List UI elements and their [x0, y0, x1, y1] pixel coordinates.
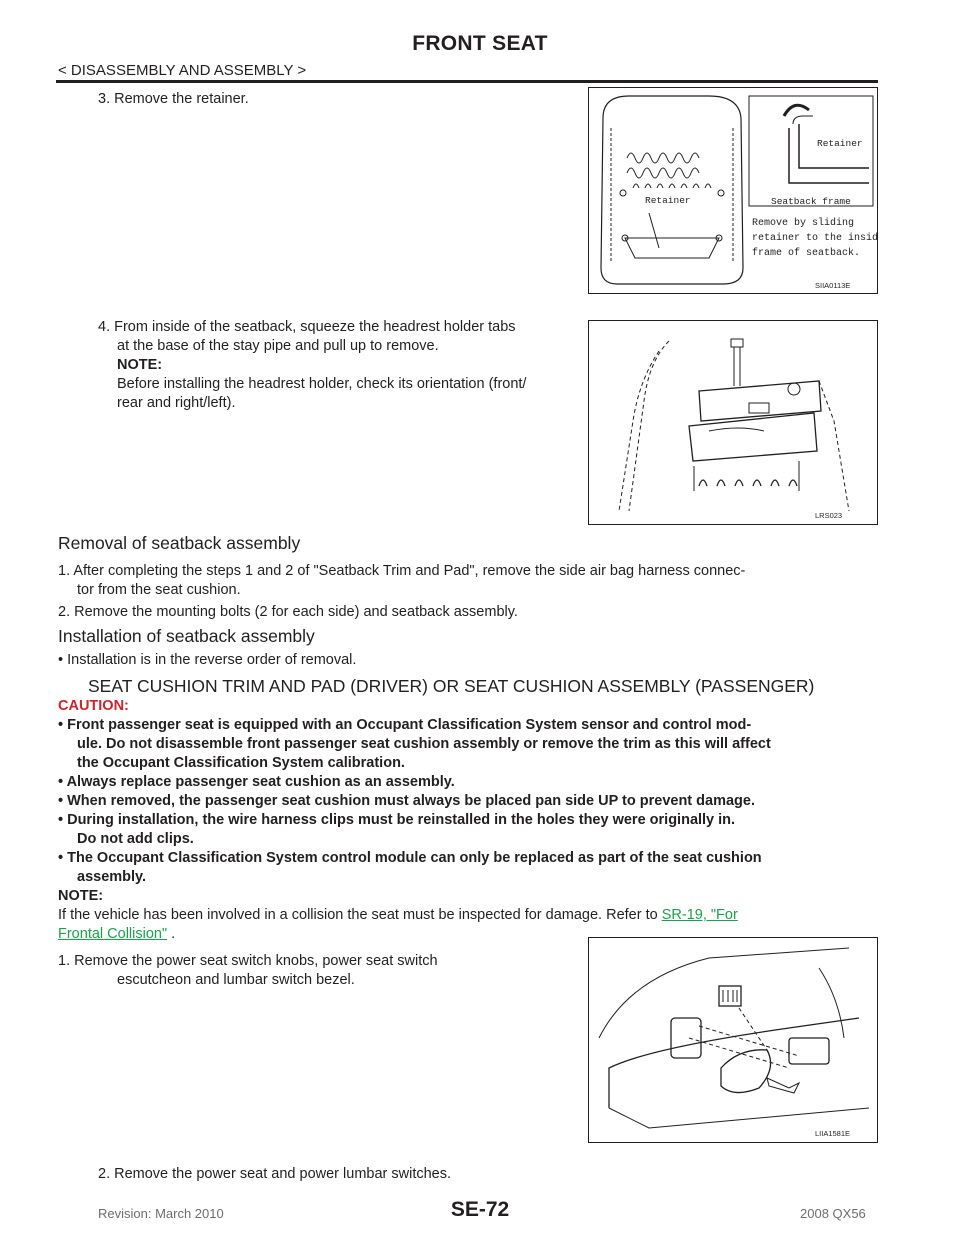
caution-3: • When removed, the passenger seat cushion must always be placed pan side UP to prevent damage. — [58, 793, 755, 809]
step-4-line-1: 4. From inside of the seatback, squeeze the headrest holder tabs — [98, 319, 516, 335]
header-rule — [56, 80, 878, 83]
revision-date: Revision: March 2010 — [98, 1206, 224, 1221]
removal-step-1-line-1: 1. After completing the steps 1 and 2 of "Seatback Trim and Pad", remove the side air bag harness connec- — [58, 563, 746, 579]
model-year: 2008 QX56 — [800, 1206, 866, 1221]
caution-4-line-2: Do not add clips. — [77, 831, 194, 847]
figure-headrest-holder — [588, 320, 878, 525]
caution-5-line-1: • The Occupant Classification System control module can only be replaced as part of the seat cushion — [58, 850, 762, 866]
removal-heading: Removal of seatback assembly — [58, 533, 301, 553]
caution-2: • Always replace passenger seat cushion as an assembly. — [58, 774, 455, 790]
headrest-holder-illustration — [589, 321, 877, 524]
power-seat-switch-illustration — [589, 938, 877, 1142]
removal-step-2: 2. Remove the mounting bolts (2 for each side) and seatback assembly. — [58, 604, 518, 620]
caution-1-line-1: • Front passenger seat is equipped with an Occupant Classification System sensor and control mod- — [58, 717, 752, 733]
caption-line-3: frame of seatback. — [752, 248, 861, 259]
step-4-line-2: at the base of the stay pipe and pull up to remove. — [117, 338, 439, 354]
cushion-step-2: 2. Remove the power seat and power lumbar switches. — [98, 1166, 452, 1182]
removal-step-1-line-2: tor from the seat cushion. — [77, 582, 241, 598]
seat-cushion-heading: SEAT CUSHION TRIM AND PAD (DRIVER) OR SEAT CUSHION ASSEMBLY (PASSENGER) — [88, 676, 815, 696]
note-line-1: Before installing the headrest holder, check its orientation (front/ — [117, 376, 527, 392]
cushion-step-1-line-1: 1. Remove the power seat switch knobs, power seat switch — [58, 953, 438, 969]
note-2-line-1 — [58, 906, 878, 925]
figure-retainer — [588, 87, 878, 294]
figure-power-seat-switch — [588, 937, 878, 1143]
page-number: SE-72 — [450, 1198, 510, 1221]
caution-1-line-2: ule. Do not disassemble front passenger seat cushion assembly or remove the trim as this will affect — [77, 736, 771, 752]
installation-heading: Installation of seatback assembly — [58, 626, 315, 646]
section-heading: < DISASSEMBLY AND ASSEMBLY > — [58, 62, 307, 79]
seatback-retainer-illustration — [589, 88, 877, 293]
page-title: FRONT SEAT — [412, 32, 548, 55]
label-seatback-frame: Seatback frame — [771, 196, 851, 207]
caption-line-1: Remove by sliding — [752, 218, 855, 229]
sr-19-link[interactable]: SR-19, "For — [661, 907, 738, 923]
cushion-step-1-line-2: escutcheon and lumbar switch bezel. — [117, 972, 355, 988]
step-3-text: 3. Remove the retainer. — [98, 91, 249, 107]
figure-code: SIIA0113E — [815, 281, 851, 290]
note-line-2: rear and right/left). — [117, 395, 236, 411]
note-label: NOTE: — [117, 357, 163, 373]
frontal-collision-link[interactable]: Frontal Collision" — [58, 926, 168, 942]
note-2-text: If the vehicle has been involved in a collision the seat must be inspected for damage. Refer to — [58, 907, 658, 923]
caption-line-2: retainer to the inside — [752, 233, 877, 244]
figure-code: LRS023 — [815, 511, 843, 520]
caution-1-line-3: the Occupant Classification System calibration. — [77, 755, 405, 771]
caution-4-line-1: • During installation, the wire harness clips must be reinstalled in the holes they were originally in. — [58, 812, 736, 828]
note-2-tail: . — [167, 926, 176, 942]
installation-bullet: • Installation is in the reverse order of removal. — [58, 652, 357, 668]
note-label-2: NOTE: — [58, 888, 104, 904]
figure-code: LIIA1581E — [815, 1129, 851, 1138]
note-2-line-2 — [58, 925, 175, 944]
caution-label: CAUTION: — [58, 698, 129, 714]
label-retainer-inset: Retainer — [817, 138, 863, 149]
label-retainer-main: Retainer — [645, 195, 691, 206]
caution-5-line-2: assembly. — [77, 869, 147, 885]
